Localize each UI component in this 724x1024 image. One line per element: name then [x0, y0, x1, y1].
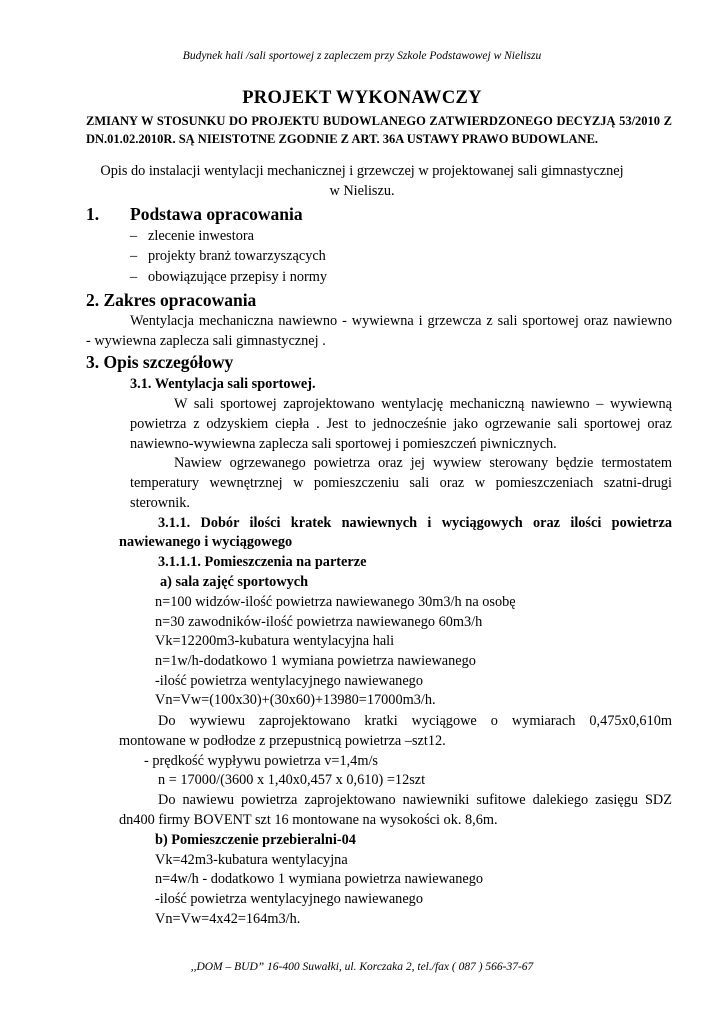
- calc-a-line: n=30 zawodników-ilość powietrza nawiewanego 60m3/h: [155, 614, 483, 630]
- section2-line-1: Wentylacja mechaniczna nawiewno - wywiewna i grzewcza z sali sportowej oraz nawiewno: [130, 313, 672, 329]
- calc-a-line: Vn=Vw=(100x30)+(30x60)+13980=17000m3/h.: [155, 692, 436, 708]
- para1-line-1: W sali sportowej zaprojektowano wentylację mechaniczną nawiewno – wywiewną: [174, 396, 672, 412]
- grilles-line-1: Do wywiewu zaprojektowano kratki wyciągowe o wymiarach 0,475x0,610m: [158, 713, 672, 729]
- calc-a-line: -ilość powietrza wentylacyjnego nawiewanego: [155, 673, 423, 689]
- list-item: – projekty branż towarzyszących: [130, 248, 326, 264]
- subtitle-line-1: ZMIANY W STOSUNKU DO PROJEKTU BUDOWLANEGO ZATWIERDZONEGO DECYZJĄ 53/2010 Z: [86, 114, 672, 128]
- calc-b-line: n=4w/h - dodatkowo 1 wymiana powietrza nawiewanego: [155, 871, 484, 887]
- dash-bullet: –: [130, 269, 138, 285]
- list-item: – obowiązujące przepisy i normy: [130, 269, 328, 285]
- calc-a-line: n=1w/h-dodatkowo 1 wymiana powietrza nawiewanego: [155, 653, 476, 669]
- diffusers-line-1: Do nawiewu powietrza zaprojektowano nawiewniki sufitowe dalekiego zasięgu SDZ: [158, 792, 672, 808]
- grilles-line-2: montowane w podłodze z przepustnicą powietrza –szt12.: [119, 733, 446, 749]
- section3-heading: 3. Opis szczegółowy: [86, 352, 234, 372]
- intro-line-2: w Nieliszu.: [329, 183, 395, 199]
- subsection-3-1-1-line-1: 3.1.1. Dobór ilości kratek nawiewnych i wyciągowych oraz ilości powietrza: [158, 515, 672, 531]
- subsection-3-1-1-1: 3.1.1.1. Pomieszczenia na parterze: [158, 554, 367, 570]
- diffusers-line-2: dn400 firmy BOVENT szt 16 montowane na wysokości ok. 8,6m.: [119, 812, 498, 828]
- formula-line: n = 17000/(3600 x 1,40x0,457 x 0,610) =12szt: [158, 772, 426, 788]
- para2-line-1: Nawiew ogrzewanego powietrza oraz jej wywiew sterowany będzie termostatem: [174, 455, 672, 471]
- speed-line: - prędkość wypływu powietrza v=1,4m/s: [144, 753, 378, 769]
- para1-line-2: powietrza z odzyskiem ciepła . Jest to jednocześnie jako ogrzewanie sali sportowej oraz: [130, 416, 672, 432]
- room-b-heading: b) Pomieszczenie przebieralni-04: [155, 832, 356, 848]
- section2-heading: 2. Zakres opracowania: [86, 290, 257, 310]
- dash-bullet: –: [130, 248, 138, 264]
- calc-b-line: Vn=Vw=4x42=164m3/h.: [155, 911, 301, 927]
- intro-line-1: Opis do instalacji wentylacji mechanicznej i grzewczej w projektowanej sali gimnastycznej: [100, 163, 624, 179]
- para2-line-2: temperatury wewnętrznej w pomieszczeniu sali oraz w pomieszczeniach szatni-drugi: [130, 475, 672, 491]
- calc-a-line: n=100 widzów-ilość powietrza nawiewanego 30m3/h na osobę: [155, 594, 516, 610]
- para1-line-3: nawiewno-wywiewna zaplecza sali sportowej i pomieszczeń piwnicznych.: [130, 436, 557, 452]
- section1-heading: Podstawa opracowania: [130, 204, 303, 224]
- page-footer: ,,DOM – BUD” 16-400 Suwałki, ul. Korczaka 2, tel./fax ( 087 ) 566-37-67: [190, 961, 534, 973]
- section1-number: 1.: [86, 204, 100, 224]
- calc-b-line: Vk=42m3-kubatura wentylacyjna: [155, 852, 348, 868]
- page-header: Budynek hali /sali sportowej z zapleczem przy Szkole Podstawowej w Nieliszu: [182, 50, 542, 62]
- section2-line-2: - wywiewna zaplecza sali gimnastycznej .: [86, 333, 326, 349]
- dash-bullet: –: [130, 228, 138, 244]
- room-a-heading: a) sala zajęć sportowych: [160, 574, 309, 590]
- subsection-3-1: 3.1. Wentylacja sali sportowej.: [130, 376, 316, 392]
- page-title: PROJEKT WYKONAWCZY: [242, 88, 482, 108]
- calc-b-line: -ilość powietrza wentylacyjnego nawiewanego: [155, 891, 423, 907]
- subsection-3-1-1-line-2: nawiewanego i wyciągowego: [119, 534, 293, 550]
- subtitle-line-2: DN.01.02.2010R. SĄ NIEISTOTNE ZGODNIE Z ART. 36A USTAWY PRAWO BUDOWLANE.: [86, 132, 599, 146]
- list-item: – zlecenie inwestora: [130, 228, 254, 244]
- calc-a-line: Vk=12200m3-kubatura wentylacyjna hali: [155, 633, 395, 649]
- para2-line-3: sterownik.: [130, 495, 190, 511]
